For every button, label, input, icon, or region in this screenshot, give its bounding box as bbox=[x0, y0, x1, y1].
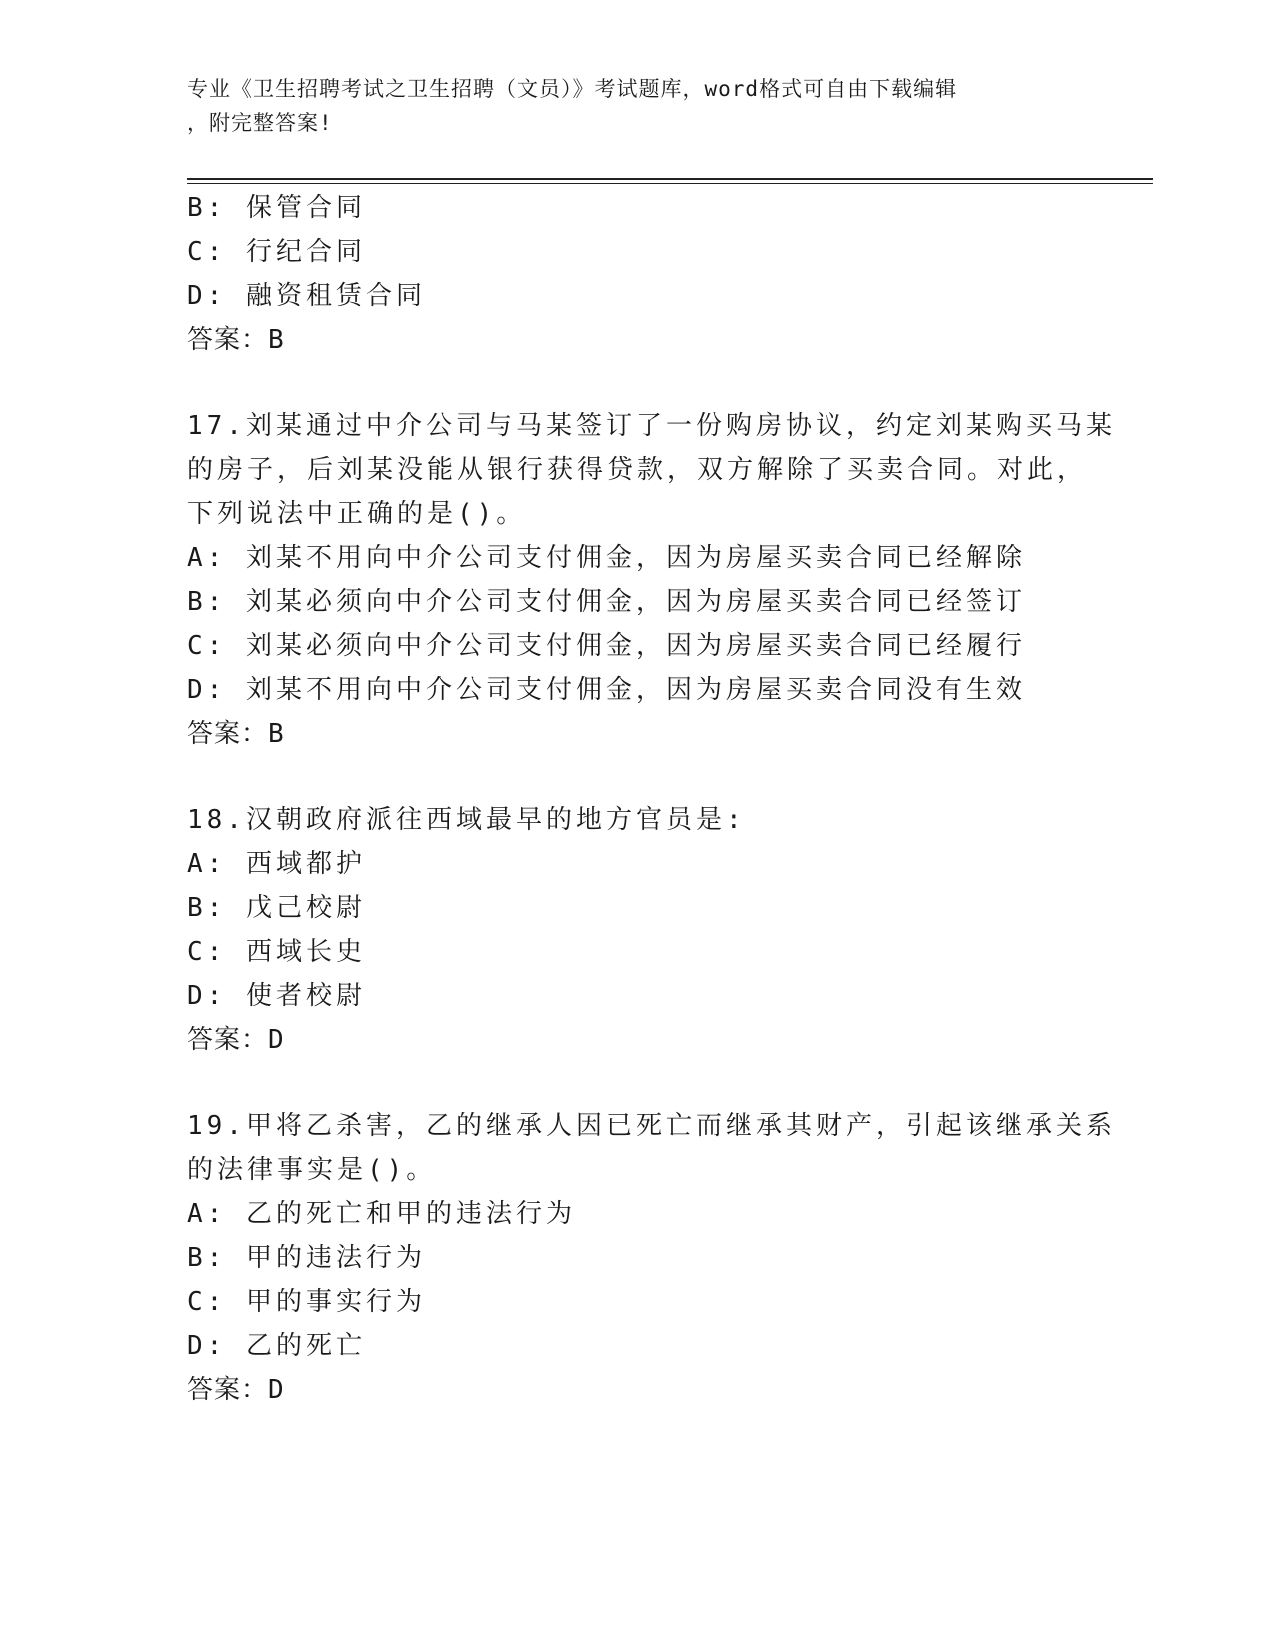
question-19-option-c: C: 甲的事实行为 bbox=[187, 1287, 426, 1317]
option-d: D: 融资租赁合同 bbox=[187, 281, 426, 311]
question-18-answer: 答案：D bbox=[187, 1025, 285, 1055]
question-17-option-c: C: 刘某必须向中介公司支付佣金，因为房屋买卖合同已经履行 bbox=[187, 631, 1026, 661]
question-19-answer: 答案：D bbox=[187, 1375, 285, 1405]
header-rule-thick bbox=[187, 178, 1153, 180]
header-line-1: 专业《卫生招聘考试之卫生招聘（文员）》考试题库，word格式可自由下载编辑 bbox=[187, 77, 958, 101]
question-18-option-b: B: 戊己校尉 bbox=[187, 893, 366, 923]
question-18-stem-line-1: 18.汉朝政府派往西域最早的地方官员是: bbox=[187, 805, 746, 835]
question-18-option-c: C: 西域长史 bbox=[187, 937, 366, 967]
question-17-stem-line-3: 下列说法中正确的是()。 bbox=[187, 499, 527, 529]
option-b: B: 保管合同 bbox=[187, 193, 366, 223]
question-18-option-d: D: 使者校尉 bbox=[187, 981, 366, 1011]
question-19-option-a: A: 乙的死亡和甲的违法行为 bbox=[187, 1199, 576, 1229]
question-19-stem-line-1: 19.甲将乙杀害，乙的继承人因已死亡而继承其财产，引起该继承关系 bbox=[187, 1111, 1116, 1141]
option-c: C: 行纪合同 bbox=[187, 237, 366, 267]
question-19-stem-line-2: 的法律事实是()。 bbox=[187, 1155, 437, 1185]
answer-line: 答案：B bbox=[187, 325, 285, 355]
question-17-option-b: B: 刘某必须向中介公司支付佣金，因为房屋买卖合同已经签订 bbox=[187, 587, 1026, 617]
question-17-stem-line-1: 17.刘某通过中介公司与马某签订了一份购房协议，约定刘某购买马某 bbox=[187, 411, 1116, 441]
question-18-option-a: A: 西域都护 bbox=[187, 849, 366, 879]
question-17-answer: 答案：B bbox=[187, 719, 285, 749]
document-header bbox=[187, 72, 1067, 140]
question-17-option-a: A: 刘某不用向中介公司支付佣金，因为房屋买卖合同已经解除 bbox=[187, 543, 1026, 573]
question-17-stem-line-2: 的房子，后刘某没能从银行获得贷款，双方解除了买卖合同。对此， bbox=[187, 455, 1088, 485]
header-line-2: ，附完整答案! bbox=[187, 111, 333, 135]
question-19-option-d: D: 乙的死亡 bbox=[187, 1331, 366, 1361]
question-19-option-b: B: 甲的违法行为 bbox=[187, 1243, 426, 1273]
question-17-option-d: D: 刘某不用向中介公司支付佣金，因为房屋买卖合同没有生效 bbox=[187, 675, 1026, 705]
header-rule-thin bbox=[187, 183, 1153, 184]
